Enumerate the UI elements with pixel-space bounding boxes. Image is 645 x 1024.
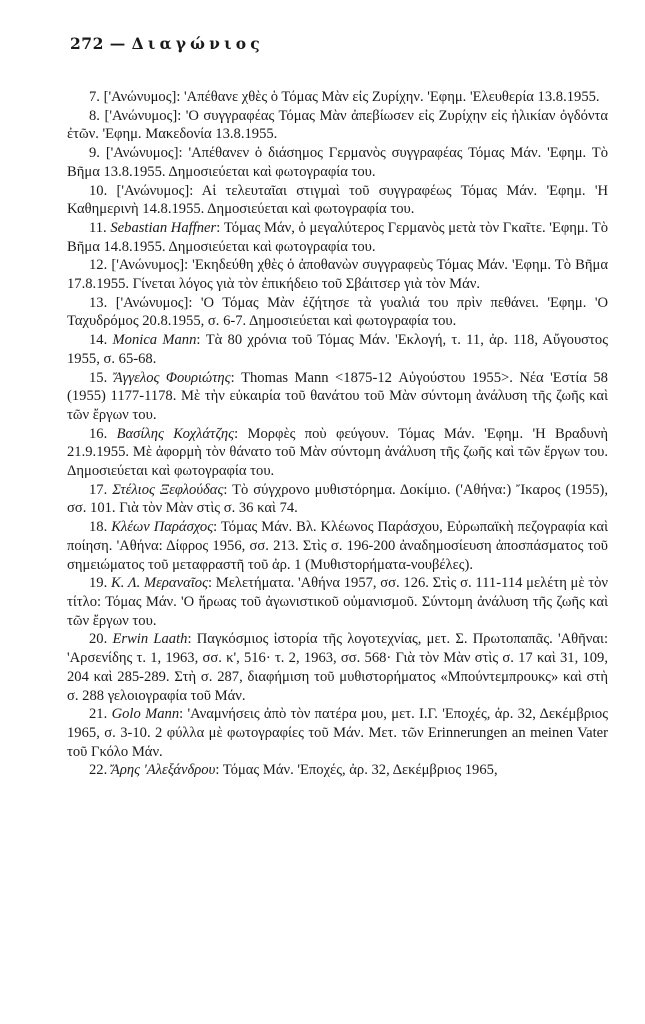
bibliography-entry (67, 182, 608, 219)
entry-author: ['Ανώνυμος] (115, 294, 189, 311)
entry-author: Βασίλης Κοχλάτζης (116, 425, 235, 442)
bibliography-entry (67, 425, 608, 481)
entry-number: 19. (89, 575, 108, 592)
entry-number: 7. (89, 89, 100, 105)
entry-text: : Τόμας Μάν, ὁ μεγαλύτερος Γερμανὸς μετὰ τὸν Γκαῖτε. 'Εφημ. Τὸ Βῆμα 14.8.1955. Δημοσιεύεται καὶ φωτογραφία του. (67, 219, 608, 255)
entry-number: 22. (89, 762, 108, 779)
entry-author: ['Ανώνυμος] (111, 257, 185, 274)
entry-text: : Μορφὲς ποὺ φεύγουν. Τόμας Μάν. 'Εφημ. 'Η Βραδυνὴ 21.9.1955. Μὲ ἀφορμὴ τὸν θάνατο τοῦ Μὰν σύντομη ἀνάλυση τῆς ζωῆς καὶ τῶν ἔργων του. Δημοσιεύεται καὶ φωτογραφία του. (67, 425, 609, 480)
bibliography-entry (67, 144, 608, 181)
entry-number: 18. (89, 519, 108, 536)
bibliography-entry (67, 107, 608, 144)
entry-author: Monica Mann (112, 332, 197, 349)
entry-text: : Thomas Mann <1875-12 Αὐγούστου 1955>. Νέα 'Εστία 58 (1955) 1177-1178. Μὲ τὴν εὐκαιρία τοῦ θανάτου τοῦ Μὰν σύντομη ἀνάλυση τῆς ζωῆς καὶ τῶν ἔργων του. (67, 369, 608, 423)
bibliography-entry (67, 574, 608, 630)
entry-author: ['Ανώνυμος] (103, 89, 177, 105)
bibliography-entry (67, 331, 608, 368)
entry-author: Golo Mann (111, 706, 180, 723)
entry-author: Ἄγγελος Φουριώτης (113, 369, 231, 386)
entry-text: : 'Εκηδεύθη χθὲς ὁ ἀποθανὼν συγγραφεὺς Τόμας Μάν. 'Εφημ. Τὸ Βῆμα 17.8.1955. Γίνεται λόγος γιὰ τὸν ἐπικήδειο τοῦ Σβάιτσερ γιὰ τὸν Μάν. (67, 257, 609, 293)
bibliography-entry (67, 219, 608, 256)
bibliography-entry (67, 630, 608, 705)
entry-number: 9. (89, 145, 100, 162)
running-title: Διαγώνιος (131, 34, 264, 53)
bibliography-list (67, 88, 608, 780)
entry-author: Sebastian Haffner (110, 219, 217, 236)
bibliography-entry (67, 256, 608, 293)
page-number: 272 (70, 34, 104, 53)
entry-text: : Τόμας Μάν. 'Εποχές, ἀρ. 32, Δεκέμβριος 1965, (215, 762, 498, 779)
bibliography-entry (67, 294, 608, 331)
entry-number: 14. (89, 332, 108, 349)
bibliography-entry (67, 761, 608, 780)
entry-text: : Αἱ τελευταῖαι στιγμαὶ τοῦ συγγραφέως Τόμας Μάν. 'Εφημ. 'Η Καθημερινὴ 14.8.1955. Δημοσιεύεται καὶ φωτογραφία του. (67, 182, 608, 218)
entry-text: : Μελετήματα. 'Αθήνα 1957, σσ. 126. Στὶς σ. 111-114 μελέτη μὲ τὸν τίτλο: Τόμας Μάν. 'Ο ἥρωας τοῦ ἀγωνιστικοῦ οὐμανισμοῦ. Σύντομη ἀνάλυση τῆς ζωῆς καὶ τῶν ἔργων του. (67, 575, 608, 629)
entry-text: : 'Απέθανε χθὲς ὁ Τόμας Μὰν εἰς Ζυρίχην. 'Εφημ. 'Ελευθερία 13.8.1955. (176, 89, 600, 105)
entry-text: : 'Απέθανεν ὁ διάσημος Γερμανὸς συγγραφέας Τόμας Μάν. 'Εφημ. Τὸ Βῆμα 13.8.1955. Δημοσιεύεται καὶ φωτογραφία του. (67, 145, 608, 180)
entry-text: : 'Ο συγγραφέας Τόμας Μὰν ἀπεβίωσεν εἰς Ζυρίχην εἰς ἡλικίαν ὀγδόντα ἐτῶν. 'Εφημ. Μακεδονία 13.8.1955. (67, 107, 608, 143)
entry-text: : Τὸ σύγχρονο μυθιστόρημα. Δοκίμιο. ('Αθήνα:) Ἴκαρος (1955), σσ. 101. Γιὰ τὸν Μὰν στὶς σ. 36 καὶ 74. (67, 481, 609, 517)
entry-author: Κλέων Παράσχος (111, 519, 214, 536)
bibliography-entry (67, 481, 608, 518)
bibliography-entry (67, 88, 608, 107)
entry-text: : 'Αναμνήσεις ἀπὸ τὸν πατέρα μου, μετ. Ι.Γ. 'Εποχές, ἀρ. 32, Δεκέμβριος 1965, σ. 3-10. 2 φύλλα μὲ φωτογραφίες τοῦ Μάν. Μετ. τῶν Erinnerungen an meinen Vater τοῦ Γκόλο Μάν. (67, 706, 608, 760)
bibliography-entry (67, 705, 608, 761)
entry-author: Κ. Λ. Μεραναῖος (110, 575, 209, 592)
entry-number: 10. (89, 182, 108, 199)
entry-author: Στέλιος Ξεφλούδας (112, 481, 224, 498)
entry-author: Ἄρης 'Αλεξάνδρου (110, 762, 216, 779)
entry-author: ['Ανώνυμος] (105, 145, 179, 162)
header-separator: — (109, 34, 126, 53)
entry-text: : Παγκόσμιος ἱστορία τῆς λογοτεχνίας, μετ. Σ. Πρωτοπαπᾶς. 'Αθῆναι: 'Αρσενίδης τ. 1, 1963, σσ. κ', 516· τ. 2, 1963, σσ. 568· Γιὰ τὸν Μὰν στὶς σ. 17 καὶ 31, 109, 204 καὶ 285-289. Στὴ σ. 287, διαφήμιση τοῦ μυθιστορήματος «Μπούντεμπρουκς» καὶ στὴ σ. 288 γελοιογραφία τοῦ Μάν. (67, 631, 608, 704)
entry-author: Erwin Laath (112, 631, 188, 648)
entry-number: 15. (89, 369, 108, 386)
entry-number: 21. (89, 706, 108, 723)
entry-number: 12. (89, 257, 108, 274)
entry-number: 20. (89, 631, 108, 648)
entry-author: ['Ανώνυμος] (104, 107, 178, 124)
entry-author: ['Ανώνυμος] (116, 182, 190, 199)
bibliography-entry (67, 369, 608, 425)
entry-number: 16. (89, 425, 108, 442)
entry-number: 17. (89, 481, 108, 498)
entry-text: : 'Ο Τόμας Μὰν ἐζήτησε τὰ γυαλιά του πρὶν πεθάνει. 'Εφημ. 'Ο Ταχυδρόμος 20.8.1955, σ. 6-7. Δημοσιεύεται καὶ φωτογραφία του. (67, 294, 609, 330)
entry-number: 13. (89, 294, 108, 311)
entry-number: 11. (89, 219, 107, 236)
entry-number: 8. (89, 107, 100, 124)
bibliography-entry (67, 518, 608, 574)
entry-text: : Τόμας Μάν. Βλ. Κλέωνος Παράσχου, Εὐρωπαϊκὴ πεζογραφία καὶ ποίηση. 'Αθήνα: Δίφρος 1956, σσ. 213. Στὶς σ. 196-200 ἀναδημοσίευση ἀποσπάσματος τοῦ σημειώματος τοῦ μεταφραστῆ τοῦ ἀρ. 1 (Μυθιστορήματα-νουβέλες). (67, 519, 609, 573)
entry-text: : Τὰ 80 χρόνια τοῦ Τόμας Μάν. 'Εκλογή, τ. 11, ἀρ. 118, Αὔγουστος 1955, σ. 65-68. (67, 332, 608, 367)
running-header (70, 34, 264, 53)
